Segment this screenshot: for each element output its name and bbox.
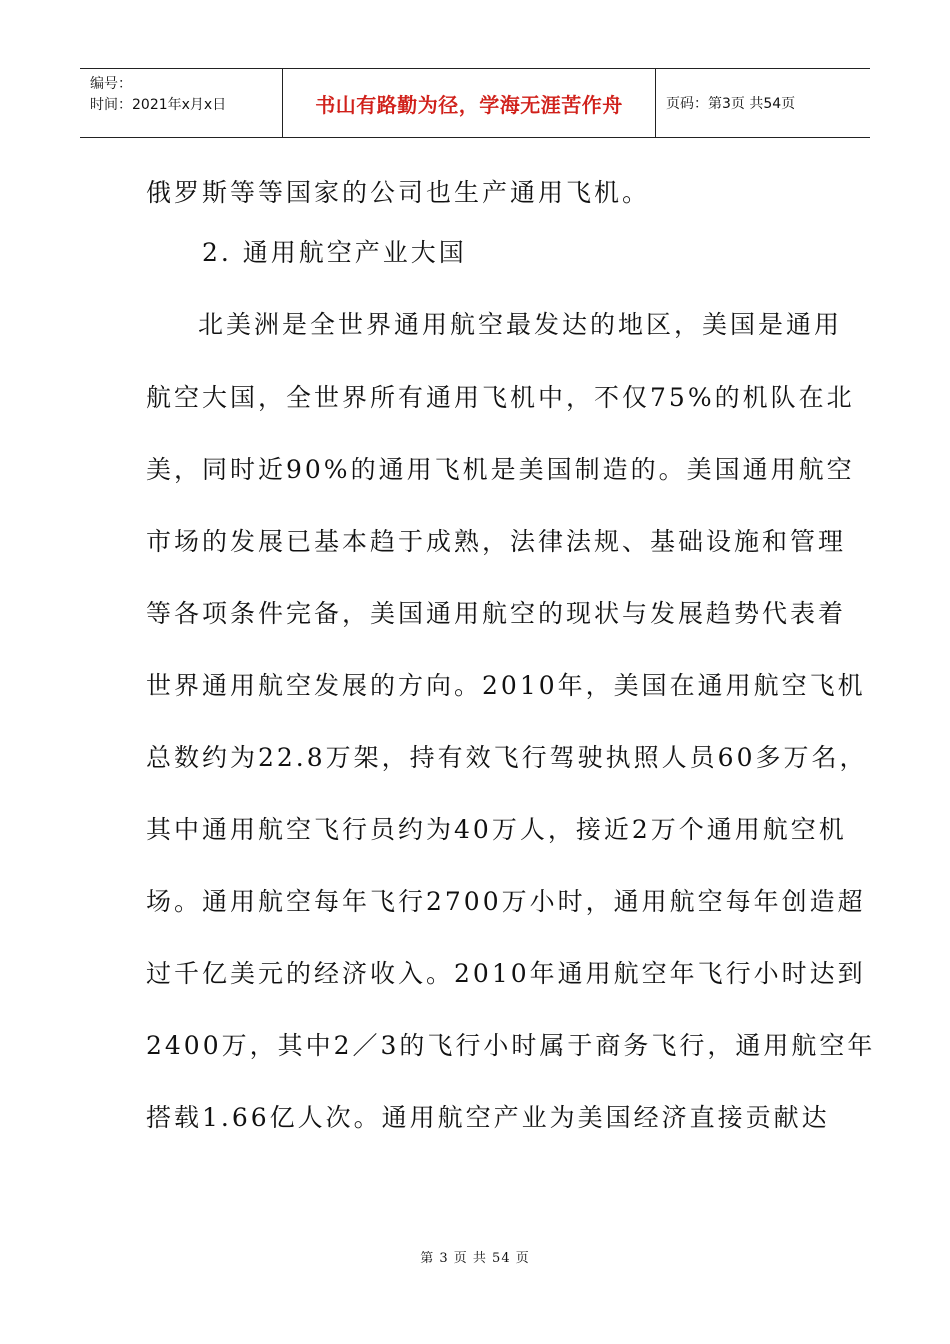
body-line: 市场的发展已基本趋于成熟，法律法规、基础设施和管理 — [146, 527, 847, 556]
body-line: 搭载1.66亿人次。通用航空产业为美国经济直接贡献达 — [146, 1103, 830, 1132]
header-meta-cell — [80, 69, 283, 137]
section-heading: 2. 通用航空产业大国 — [202, 238, 467, 267]
body-line: 过千亿美元的经济收入。2010年通用航空年飞行小时达到 — [146, 959, 866, 988]
header-motto: 书山有路勤为径，学海无涯苦作舟 — [315, 92, 623, 117]
header-page-info: 页码：第3页 共54页 — [666, 96, 796, 112]
body-line: 北美洲是全世界通用航空最发达的地区，美国是通用 — [198, 310, 843, 339]
header-motto-cell — [283, 69, 656, 137]
body-line: 总数约为22.8万架，持有效飞行驾驶执照人员60多万名， — [146, 743, 868, 772]
page-header — [80, 68, 870, 138]
header-page-cell — [656, 69, 870, 137]
document-number-label: 编号： — [90, 76, 132, 92]
body-line: 场。通用航空每年飞行2700万小时，通用航空每年创造超 — [146, 887, 866, 916]
body-line: 2400万，其中2／3的飞行小时属于商务飞行，通用航空年 — [146, 1031, 876, 1060]
page-footer: 第 3 页 共 54 页 — [420, 1251, 530, 1266]
body-line: 俄罗斯等等国家的公司也生产通用飞机。 — [146, 178, 651, 207]
body-line: 航空大国，全世界所有通用飞机中，不仅75%的机队在北 — [146, 383, 855, 412]
body-line: 其中通用航空飞行员约为40万人，接近2万个通用航空机 — [146, 815, 847, 844]
body-line: 世界通用航空发展的方向。2010年，美国在通用航空飞机 — [146, 671, 866, 700]
body-line: 等各项条件完备，美国通用航空的现状与发展趋势代表着 — [146, 599, 847, 628]
document-time-label: 时间：2021年x月x日 — [90, 97, 227, 113]
body-line: 美，同时近90%的通用飞机是美国制造的。美国通用航空 — [146, 455, 855, 484]
